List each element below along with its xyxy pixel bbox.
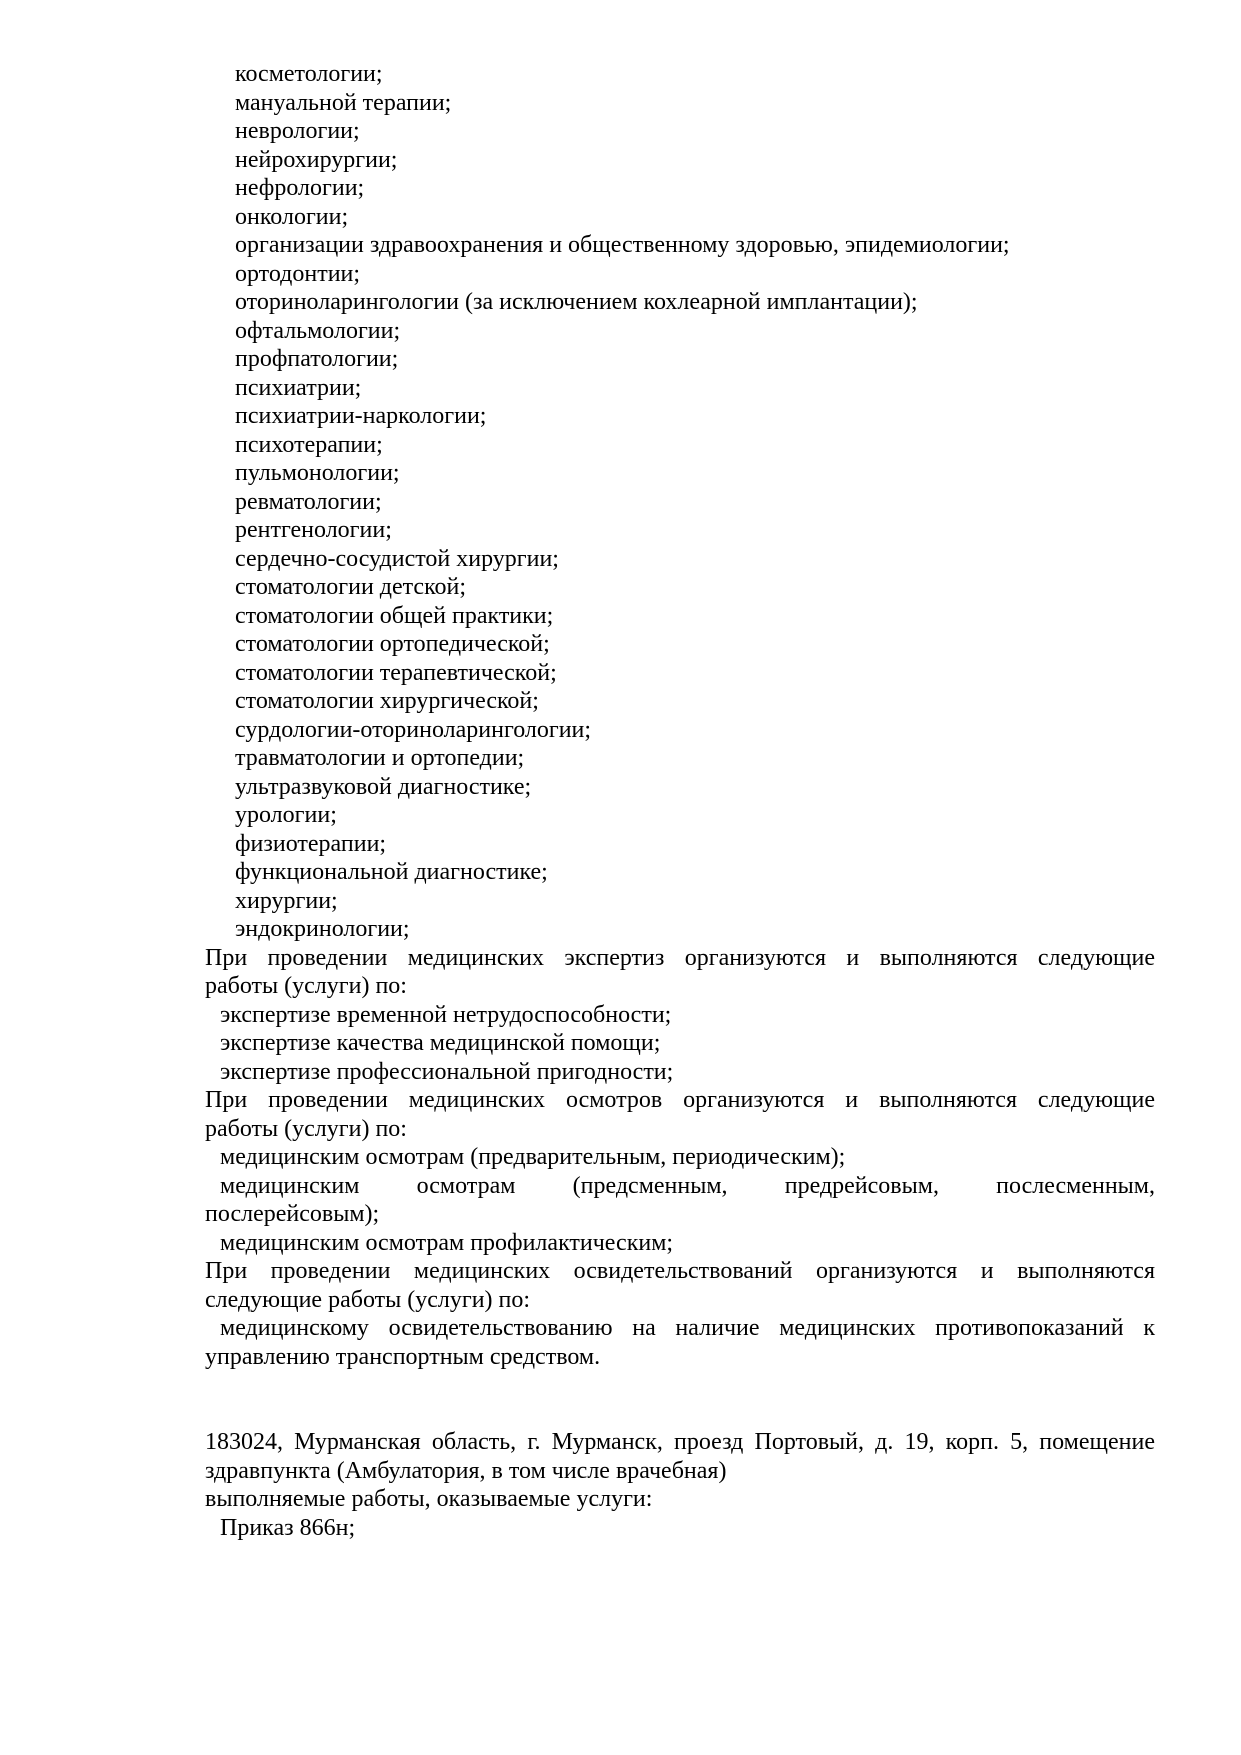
- text-line: медицинским осмотрам (предсменным, предрейсовым, послесменным,: [220, 1172, 1155, 1199]
- text-line: Приказ 866н;: [220, 1514, 356, 1541]
- text-line: выполняемые работы, оказываемые услуги:: [205, 1486, 653, 1512]
- text-line: [205, 1371, 1155, 1400]
- text-line: ультразвуковой диагностике;: [235, 773, 532, 800]
- text-line: рентгенологии;: [235, 517, 392, 543]
- text-line: психиатрии-наркологии;: [235, 403, 487, 429]
- text-line: стоматологии ортопедической;: [235, 631, 550, 657]
- text-line: ортодонтии;: [235, 260, 361, 287]
- text-line: управлению транспортным средством.: [205, 1343, 601, 1370]
- text-line: следующие работы (услуги) по:: [205, 1286, 531, 1313]
- text-line: 183024, Мурманская область, г. Мурманск, проезд Портовый, д. 19, корп. 5, помещение: [205, 1429, 1155, 1455]
- text-line: послерейсовым);: [205, 1201, 380, 1227]
- text-line: психотерапии;: [235, 431, 383, 458]
- text-line: медицинскому освидетельствованию на наличие медицинских противопоказаний к: [220, 1315, 1155, 1341]
- text-line: нефрологии;: [235, 175, 365, 201]
- text-line: ревматологии;: [235, 488, 382, 515]
- text-line: организации здравоохранения и общественному здоровью, эпидемиологии;: [235, 232, 1010, 258]
- text-line: работы (услуги) по:: [205, 1115, 407, 1142]
- text-line: стоматологии детской;: [235, 574, 467, 600]
- text-line: экспертизе профессиональной пригодности;: [220, 1058, 674, 1085]
- text-line: онкологии;: [235, 203, 349, 230]
- text-line: При проведении медицинских осмотров организуются и выполняются следующие: [205, 1087, 1155, 1113]
- text-line: сердечно-сосудистой хирургии;: [235, 545, 559, 572]
- text-line: стоматологии терапевтической;: [235, 659, 557, 686]
- text-line: профпатологии;: [235, 346, 399, 372]
- text-line: стоматологии общей практики;: [235, 602, 554, 629]
- text-line: физиотерапии;: [235, 830, 387, 857]
- text-line: психиатрии;: [235, 374, 362, 401]
- text-line: функциональной диагностике;: [235, 859, 548, 885]
- text-line: мануальной терапии;: [235, 89, 452, 116]
- text-line: оториноларингологии (за исключением кохлеарной имплантации);: [235, 289, 918, 315]
- text-line: травматологии и ортопедии;: [235, 745, 525, 771]
- text-line: нейрохирургии;: [235, 146, 398, 173]
- text-line: медицинским осмотрам профилактическим;: [220, 1229, 674, 1256]
- document-text-block: [205, 60, 1155, 1542]
- text-line: пульмонологии;: [235, 460, 400, 486]
- text-line: хирургии;: [235, 887, 338, 914]
- text-line: урологии;: [235, 802, 337, 828]
- text-line: стоматологии хирургической;: [235, 688, 539, 714]
- text-line: неврологии;: [235, 118, 360, 144]
- text-line: При проведении медицинских экспертиз организуются и выполняются следующие: [205, 944, 1155, 971]
- text-line: При проведении медицинских освидетельствований организуются и выполняются: [205, 1258, 1155, 1284]
- text-line: экспертизе качества медицинской помощи;: [220, 1030, 661, 1056]
- text-line: здравпункта (Амбулатория, в том числе врачебная): [205, 1457, 727, 1484]
- text-line: экспертизе временной нетрудоспособности;: [220, 1001, 672, 1028]
- text-line: работы (услуги) по:: [205, 973, 407, 999]
- text-line: [205, 1400, 1155, 1429]
- text-line: косметологии;: [235, 61, 383, 87]
- text-line: медицинским осмотрам (предварительным, периодическим);: [220, 1144, 846, 1170]
- text-line: офтальмологии;: [235, 317, 401, 344]
- text-line: эндокринологии;: [235, 916, 410, 942]
- text-line: сурдологии-оториноларингологии;: [235, 716, 592, 743]
